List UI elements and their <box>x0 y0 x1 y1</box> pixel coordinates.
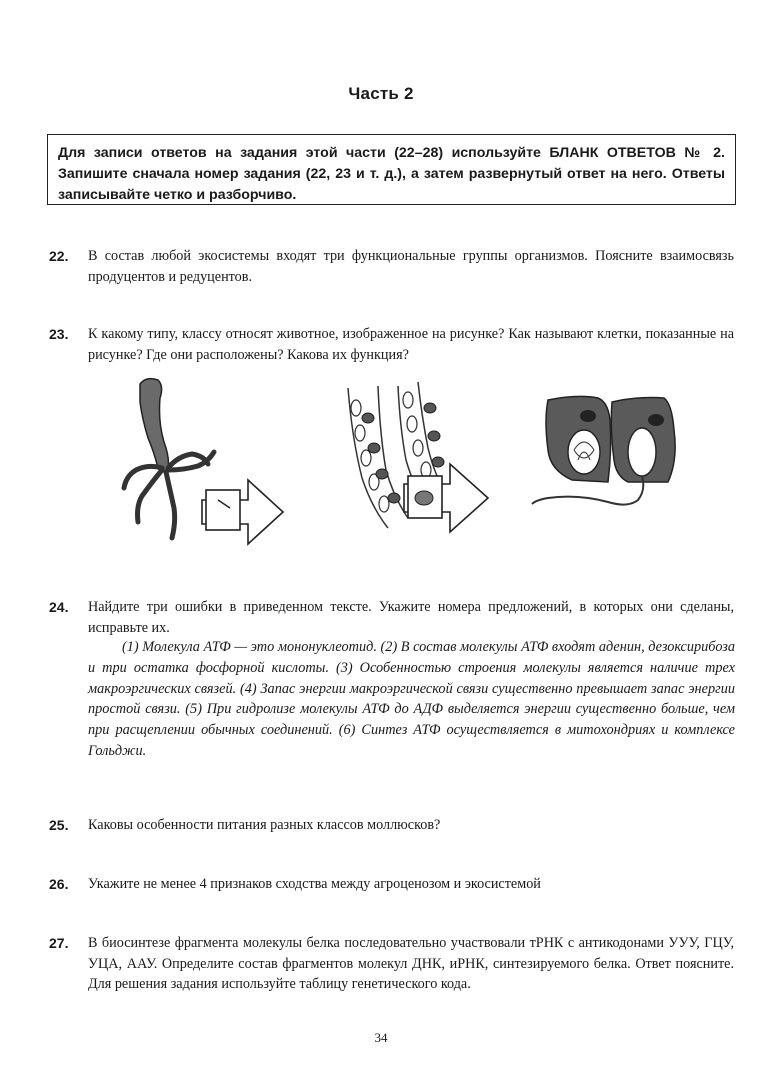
instruction-box: Для записи ответов на задания этой части (22–28) используйте БЛАНК ОТВЕТОВ № 2. Запишите сначала номер задания (22, 23 и т. д.), а затем развернутый ответ на него. Ответы записывайте четко и разборчиво. <box>47 134 736 205</box>
question-number: 26. <box>49 876 69 892</box>
question-number: 25. <box>49 817 69 833</box>
question-number: 24. <box>49 599 69 615</box>
page-number: 34 <box>374 1030 388 1045</box>
tissue-layer-illustration <box>338 378 498 548</box>
hydra-illustration <box>118 372 288 552</box>
question-text: К какому типу, классу относят животное, изображенное на рисунке? Как называют клетки, показанные на рисунке? Где они расположены? Какова их функция? <box>88 326 734 363</box>
question-text: Найдите три ошибки в приведенном тексте. Укажите номера предложений, в которых они сделаны, исправьте их. <box>88 599 734 636</box>
question-number: 22. <box>49 248 69 264</box>
question-number: 23. <box>49 326 69 342</box>
question-number: 27. <box>49 935 69 951</box>
question-24-passage: (1) Молекула АТФ — это мононуклеотид. (2) В состав молекулы АТФ входят аденин, дезоксирибоза и три остатка фосфорной кислоты. (3) Особенностью строения молекулы является наличие трех макроэргических связей. (4) Запас энергии макроэргической связи существенно превышает запас энергии простой связи. (5) При гидролизе молекулы АТФ до АДФ выделяется энергии существенно больше, чем при расщеплении обычных соединений. (6) Синтез АТФ осуществляется в митохондриях и комплексе Гольджи. <box>88 639 735 759</box>
question-text: В биосинтезе фрагмента молекулы белка последовательно участвовали тРНК с антикодонами УУУ, ГЦУ, УЦА, ААУ. Определите состав фрагментов молекул ДНК, иРНК, синтезируемого белка. Ответ поясните. Для решения задания используйте таблицу генетического кода. <box>88 935 734 992</box>
cnidocyte-cells-illustration <box>528 390 693 520</box>
question-text: Укажите не менее 4 признаков сходства между агроценозом и экосистемой <box>88 876 541 892</box>
page-title: Часть 2 <box>348 84 414 103</box>
question-text: Каковы особенности питания разных классов моллюсков? <box>88 817 441 833</box>
question-text: В состав любой экосистемы входят три функциональные группы организмов. Поясните взаимосвязь продуцентов и редуцентов. <box>88 248 734 285</box>
